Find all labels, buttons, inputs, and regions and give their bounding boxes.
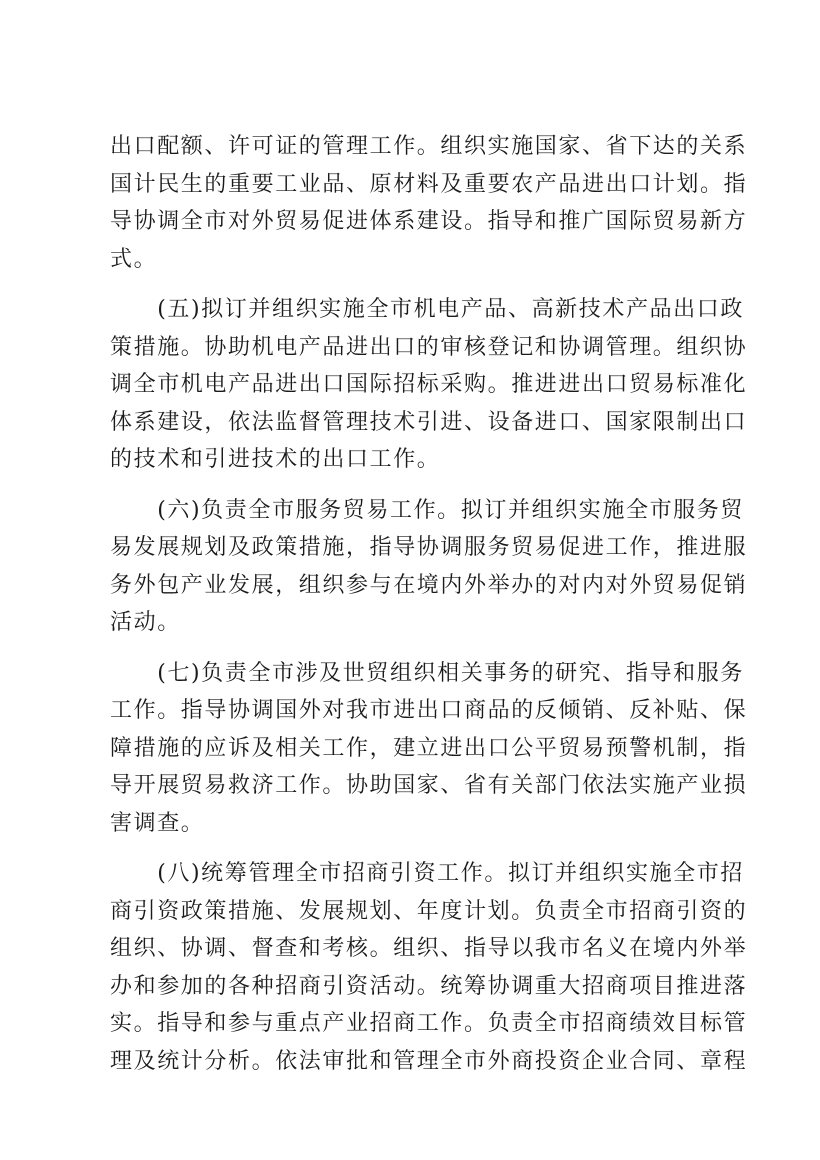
- text-line: 障措施的应诉及相关工作，建立进出口公平贸易预警机制，指: [110, 735, 748, 761]
- text-line: 策措施。协助机电产品进出口的审核登记和协调管理。组织协: [110, 334, 748, 360]
- text-line: 式。: [110, 246, 158, 272]
- paragraph-gap: [110, 842, 725, 855]
- text-line: 导开展贸易救济工作。协助国家、省有关部门依法实施产业损: [110, 773, 748, 798]
- text-line: 导协调全市对外贸易促进体系建设。指导和推广国际贸易新方: [110, 209, 748, 234]
- text-line: (五)拟订并组织实施全市机电产品、高新技术产品出口政: [110, 297, 744, 322]
- text-line: (六)负责全市服务贸易工作。拟订并组织实施全市服务贸: [110, 497, 744, 523]
- text-line: 体系建设，依法监督管理技术引进、设备进口、国家限制出口: [110, 409, 748, 435]
- text-line: 务外包产业发展，组织参与在境内外举办的对内对外贸易促销: [110, 572, 748, 598]
- text-line: 工作。指导协调国外对我市进出口商品的反倾销、反补贴、保: [110, 698, 748, 723]
- text-line: 国计民生的重要工业品、原材料及重要农产品进出口计划。指: [110, 171, 748, 197]
- text-line: 实。指导和参与重点产业招商工作。负责全市招商绩效目标管: [110, 1011, 748, 1036]
- paragraph-gap: [110, 642, 725, 655]
- text-line: 理及统计分析。依法审批和管理全市外商投资企业合同、章程: [110, 1048, 748, 1074]
- text-line: 办和参加的各种招商引资活动。统筹协调重大招商项目推进落: [110, 973, 748, 999]
- paragraph-gap: [110, 278, 725, 291]
- text-line: 出口配额、许可证的管理工作。组织实施国家、省下达的关系: [110, 134, 748, 159]
- text-line: 调全市机电产品进出口国际招标采购。推进进出口贸易标准化: [110, 372, 748, 397]
- text-line: 组织、协调、督查和考核。组织、指导以我市名义在境内外举: [110, 936, 748, 961]
- text-line: 害调查。: [110, 810, 205, 836]
- text-line: 易发展规划及政策措施，指导协调服务贸易促进工作，推进服: [110, 535, 748, 560]
- text-line: 商引资政策措施、发展规划、年度计划。负责全市招商引资的: [110, 898, 748, 924]
- text-line: 的技术和引进技术的出口工作。: [110, 447, 441, 472]
- text-line: (八)统筹管理全市招商引资工作。拟订并组织实施全市招: [110, 861, 744, 886]
- paragraph-gap: [110, 479, 725, 492]
- text-line: (七)负责全市涉及世贸组织相关事务的研究、指导和服务: [110, 660, 744, 686]
- text-line: 活动。: [110, 610, 181, 635]
